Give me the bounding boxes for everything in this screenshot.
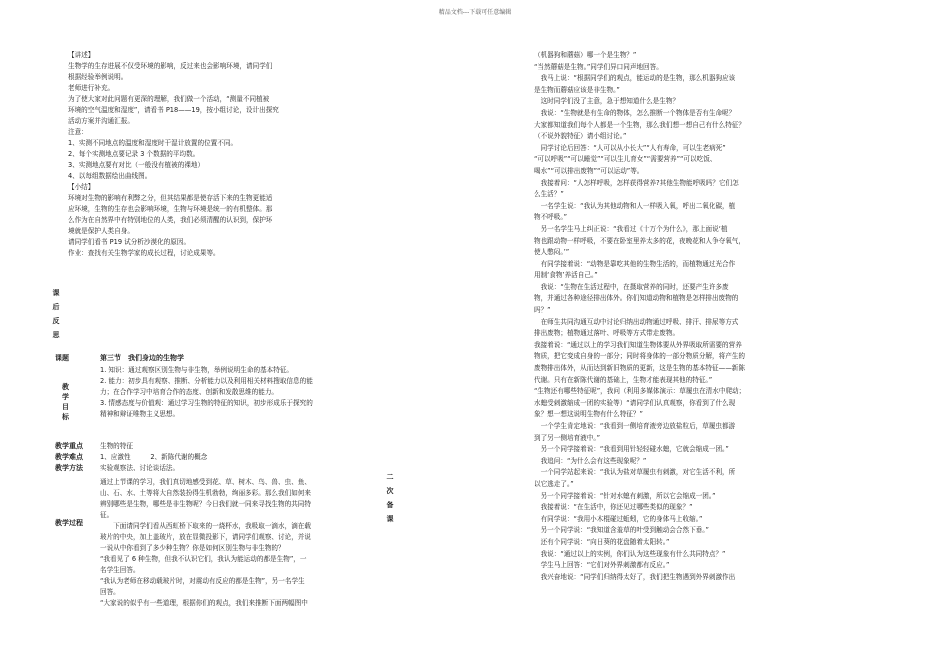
label-char: 二 xyxy=(386,473,394,481)
text-line: 回答。 xyxy=(100,588,120,596)
text-line: （不说外貌特征）请小组讨论。” xyxy=(534,132,627,141)
text-line: 玻片的中央，加上盖玻片，放在显微投影下，请同学们观察、讨论，并说 xyxy=(100,533,311,541)
goal-item: 力；在合作学习中培育合作的态度、创新和发散思维的能力。 xyxy=(100,388,279,396)
text-line: 作业：查找有关生物学家的成长过程，讨论成果等。 xyxy=(68,249,220,257)
text-line: 废物排出体外，从而达到新旧物质的更新，这是生物的基本特征——新陈 xyxy=(534,364,745,373)
goals-label: 教学目标 xyxy=(62,383,69,421)
text-line: 【小结】 xyxy=(68,183,95,191)
text-line: 1、实测不同地点的温度和湿度时干湿计放置的位置不同。 xyxy=(68,139,238,147)
text-line: 学生马上回答：“它们对外界刺激都有反应。” xyxy=(534,561,670,570)
text-line: 4、以每组数据绘出曲线图。 xyxy=(68,172,152,180)
text-line: 一名学生说：“我认为其他动物和人一样吸入氧，呼出二氧化碳，植 xyxy=(534,201,736,210)
topic-title: 第三节 我们身边的生物学 xyxy=(100,354,184,362)
label-char: 课 xyxy=(386,515,394,523)
text-line: “我认为老师在移动载玻片时，对震动有反应的都是生物”，另一名学生 xyxy=(100,577,305,585)
method: 实验观察法、讨论谈话法。 xyxy=(100,464,180,472)
label-char: 思 xyxy=(52,331,60,339)
goal-item: 1. 知识：通过观察区别生物与非生物，举例说明生命的基本特征。 xyxy=(100,366,294,374)
text-line: 另一个同学接着说：“针对水螅有刺激，所以它会缩成一团。” xyxy=(534,491,716,500)
text-line: 同学讨论后回答：“人可以从小长大”“人有寿命，可以生老病死” xyxy=(534,143,726,152)
text-line: 象？想一想这说明生物有什么特征？” xyxy=(534,410,643,419)
goal-item: 2. 能力：初步具有观察、推断、分析能力以及利用相关材料搜取信息的能 xyxy=(100,377,313,385)
text-line: 一个学生肯定地说：“我看到一侧培育液旁边放盐粒后，草履虫都游 xyxy=(534,422,736,430)
text-line: 注意： xyxy=(68,128,88,136)
text-line: 使人憋闷。’” xyxy=(534,248,570,257)
text-line: 代谢。只有在新陈代谢的基础上，生物才能表现其他的特征。” xyxy=(534,375,713,384)
text-line: 2、每个实测地点要记录 3 个数据的平均数。 xyxy=(68,150,200,158)
text-line: 老师进行补充。 xyxy=(68,84,115,92)
label-char: 后 xyxy=(52,303,60,311)
text-line: （机器狗和蘑菇）哪一个是生物？” xyxy=(534,51,637,59)
text-line: “当然蘑菇是生物。”同学们异口同声地回答。 xyxy=(534,62,663,71)
text-line: “我看见了 6 种生物，但我不认识它们，我认为能运动的都是生物”，一 xyxy=(100,555,307,563)
text-line: 我马上说：“根据同学们的观点，能运动的是生物，那么机器狗应该 xyxy=(534,74,736,83)
text-line: 我说：“通过以上的实例，你们认为这些现象有什么共同特点？” xyxy=(534,549,726,558)
page-header: 精品文档---下载可任意编辑 xyxy=(438,9,512,16)
text-line: 下面请同学们看从西虹桥下取来的一烧杯水，我吸取一滴水，滴在载 xyxy=(100,522,311,530)
text-line: 我接着说：“通过以上的学习我们知道生物体要从外界吸取所需要的营养 xyxy=(534,340,742,349)
goal-item: 精神和辩证唯物主义思想。 xyxy=(100,410,180,418)
key-point-label: 教学重点 xyxy=(55,442,83,450)
text-line: 么生活？” xyxy=(534,190,564,199)
text-line: 在师生共同沟通互动中讨论归纳出动物通过呼吸、排汗、排尿等方式 xyxy=(534,317,739,326)
text-line: 有同学接着说：“动物是靠吃其他的生物生活的，而植物通过光合作 xyxy=(534,259,736,268)
text-line: “可以呼吸”“可以睡觉”“可以生儿育女”“需要营养”“可以吃饭、 xyxy=(534,155,717,164)
goal-item: 3. 情感态度与价值观：通过学习生物的特征的知识，初步形成乐于探究的 xyxy=(100,399,313,407)
label-char: 备 xyxy=(386,501,394,509)
text-line: 么作为在自然界中有特别地位的人类，我们必须清醒的认识到，保护环 xyxy=(68,216,273,224)
text-line: 大家都知道我们每个人都是一个生物，那么我们想一想自己有什么特征？ xyxy=(534,120,745,129)
topic-label: 课题 xyxy=(55,354,69,362)
key-point: 生物的特征 xyxy=(100,442,133,450)
text-line: 【讲述】 xyxy=(68,51,95,59)
text-line: 水螅受刺激缩成一团的实验等）“请同学们认真观察，你看到了什么现 xyxy=(534,398,736,407)
text-line: 另一个同学说：“我知道含羞草的叶受到触动会合然下垂。” xyxy=(534,526,709,535)
text-line: 3、实测地点要有对比（一般没有植被的裸地） xyxy=(68,161,205,169)
difficulty: 1、应激性 2、新陈代谢的概念 xyxy=(100,453,208,461)
text-line: 用制‘食物’养活自己。” xyxy=(534,271,598,280)
text-line: 我接着说：“在生活中，你还见过哪些类似的现象？” xyxy=(534,503,693,512)
text-line: 征。 xyxy=(100,511,114,519)
text-line: 辨别哪些是生物，哪些是非生物呢？今日我们就一同来寻找生物的共同特 xyxy=(100,500,311,508)
text-line: 环境对生物的影响有利弊之分，但其结果都是使存活下来的生物更能适 xyxy=(68,194,273,202)
text-line: 生物学的生存进展不仅受环境的影响，反过来也会影响环境，请同学们 xyxy=(68,62,273,70)
text-line: 喝水”“可以排出废物”“可以运动”等。 xyxy=(534,166,644,175)
label-char: 反 xyxy=(52,317,60,325)
text-line: 物质，把它变成自身的一部分；同时将身体的一部分物质分解，将产生的 xyxy=(534,352,745,361)
text-line: 我接着问：“人怎样呼吸，怎样获得营养?其他生物能呼吸吗？它们怎 xyxy=(534,178,739,187)
label-char: 次 xyxy=(386,487,394,495)
text-line: 请同学们看书 P19 试分析沙漠化的原因。 xyxy=(68,238,191,246)
lesson-dialogue-right xyxy=(534,50,859,583)
text-line: 是生物而蘑菇应该是非生物。” xyxy=(534,85,620,94)
text-line: 物，并通过各种途径排出体外。你们知道动物和植物是怎样排出废物的 xyxy=(534,294,739,303)
text-line: 山、石、水、土等将大自然装扮得生机勃勃，绚丽多彩。那么我们如何来 xyxy=(100,489,311,497)
second-preparation-label xyxy=(384,470,396,526)
text-line: 环境的空气温度和湿度”，请看书 P18——19，按小组讨论，设计出探究 xyxy=(68,106,279,114)
after-class-reflection-label xyxy=(50,286,62,342)
text-line: 排出废物；植物通过落叶、呼吸等方式带走废物。 xyxy=(534,329,680,338)
text-line: “大家说的似乎有一些道理，根据你们的观点，我们来推断下面两幅图中 xyxy=(100,599,308,607)
text-line: 还有个同学说：“向日葵的花盘随着太阳转。” xyxy=(534,537,670,546)
text-line: 境就是保护人类自身。 xyxy=(68,227,134,235)
process-label: 教学过程 xyxy=(55,519,83,527)
text-line: 通过上节课的学习，我们真切地感受到花、草、树木、鸟、兽、虫、鱼、 xyxy=(100,478,311,486)
text-line: 另一个同学接着说：“我看到用针轻轻碰水螅，它就会缩成一团。” xyxy=(534,445,729,454)
text-line: 到了另一侧培育液中。” xyxy=(534,433,601,442)
text-line: 为了使大家对此问题有更深的理解，我们做一个活动，“测量不同植被 xyxy=(68,95,270,103)
method-label: 教学方法 xyxy=(55,464,83,472)
text-line: “生物还有哪些特征呢”，我问（利用多媒体演示：草履虫在清水中爬动； xyxy=(534,387,746,396)
text-line: 名学生回答。 xyxy=(100,566,140,574)
difficulty-label: 教学难点 xyxy=(55,453,83,461)
lesson-notes-top xyxy=(68,50,374,259)
text-line: 活动方案并沟通汇报。 xyxy=(68,117,134,125)
text-line: 一说从中你看到了多少种生物？你是如何区别生物与非生物的？ xyxy=(100,544,285,552)
text-line: 另一名学生马上纠正说：“我看过《十万个为什么》，那上面说‘植 xyxy=(534,224,728,233)
text-line: 吗？” xyxy=(534,306,551,315)
text-line: 我说：“生物在生活过程中，在摄取营养的同时，还要产生许多废 xyxy=(534,282,729,291)
process-text xyxy=(100,477,375,609)
text-line: 我追问：“为什么会有这些现象呢？” xyxy=(534,456,647,465)
text-line: 这时同学们没了主意，急于想知道什么是生物？ xyxy=(534,97,680,106)
text-line: 我说：“生物就是有生命的物体，怎么推断一个物体是否有生命呢？ xyxy=(534,108,736,117)
text-line: 有同学说：“我用小木棍碰过蚯蚓，它的身体马上收缩。” xyxy=(534,514,703,523)
text-line: 一个同学站起来说：“我认为盐对草履虫有刺激，对它生活不利，所 xyxy=(534,468,736,477)
label-char: 课 xyxy=(52,289,60,297)
text-line: 根据经验举例说明。 xyxy=(68,73,128,81)
text-line: 物不呼吸。” xyxy=(534,213,568,222)
text-line: 应环境，生物的生存也会影响环境，生物与环境是统一的有机整体。那 xyxy=(68,205,273,213)
text-line: 我兴奋地说：“同学们归纳得太好了，我们把生物遇到外界刺激作出 xyxy=(534,572,736,581)
text-line: 物也跟动物一样呼吸，不要在卧室里养太多的花，夜晚花和人争夺氧气， xyxy=(534,236,745,245)
goals-list xyxy=(100,365,375,420)
text-line: 以它逃走了。” xyxy=(534,479,574,488)
